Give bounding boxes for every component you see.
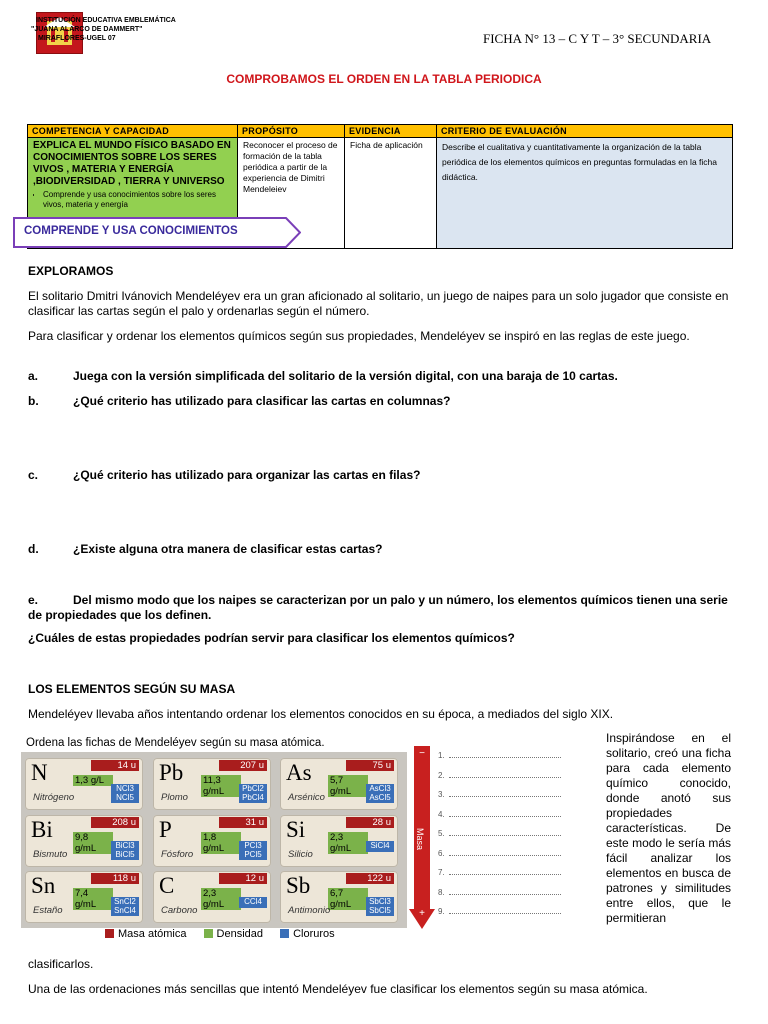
- element-symbol: C: [159, 873, 175, 898]
- element-symbol: As: [286, 760, 312, 785]
- institution-line-3: MIRAFLORES-UGEL 07: [38, 35, 116, 42]
- element-mass: 75 u: [346, 760, 394, 771]
- element-mass: 207 u: [219, 760, 267, 771]
- paragraph-inspiration: Para clasificar y ordenar los elementos químicos según sus propiedades, Mendeléyev se inspiró en las reglas de este juego.: [28, 329, 690, 343]
- element-density: 9,8 g/mL: [73, 832, 113, 854]
- legend-densidad-swatch: [204, 929, 213, 938]
- element-name: Bismuto: [33, 849, 68, 860]
- element-mass: 208 u: [91, 817, 139, 828]
- element-chlorides: BiCl3 BiCl5: [111, 841, 139, 860]
- element-mass: 14 u: [91, 760, 139, 771]
- cards-legend: [105, 928, 349, 940]
- answer-line[interactable]: 3.: [438, 790, 561, 799]
- element-chlorides: SiCl4: [366, 841, 394, 852]
- element-mass: 31 u: [219, 817, 267, 828]
- element-mass: 12 u: [219, 873, 267, 884]
- element-symbol: Sn: [31, 873, 56, 898]
- element-name: Nitrógeno: [33, 792, 75, 803]
- legend-cloruros-swatch: [280, 929, 289, 938]
- answer-line[interactable]: 1.: [438, 751, 561, 760]
- element-symbol: Pb: [159, 760, 184, 785]
- answer-line[interactable]: 9.: [438, 907, 561, 916]
- answer-line[interactable]: 2.: [438, 771, 561, 780]
- header-proposito: PROPÓSITO: [238, 125, 345, 138]
- paragraph-intro: El solitario Dmitri Ivánovich Mendeléyev era un gran aficionado al solitario, un juego de naipes para un solo jugador que consiste en clasificar las cartas según el palo y ordenarlas según el número.: [28, 289, 729, 318]
- legend-densidad: Densidad: [204, 928, 263, 940]
- element-density: 5,7 g/mL: [328, 775, 368, 797]
- question-e: e. Del mismo modo que los naipes se caracterizan por un palo y un número, los elementos químicos tienen una serie de propiedades que los definen.: [28, 593, 728, 622]
- element-density: 1,8 g/mL: [201, 832, 241, 854]
- question-d: d. ¿Existe alguna otra manera de clasificar estas cartas?: [28, 542, 383, 556]
- element-chlorides: PCl3 PCl5: [239, 841, 267, 860]
- legend-cloruros: Cloruros: [280, 928, 335, 940]
- element-density: 1,3 g/L: [73, 775, 113, 786]
- element-name: Silicio: [288, 849, 313, 860]
- answer-line[interactable]: 5.: [438, 829, 561, 838]
- element-chlorides: CCl4: [239, 897, 267, 908]
- answer-line[interactable]: 4.: [438, 810, 561, 819]
- element-name: Fósforo: [161, 849, 194, 860]
- cell-criterio: Describe el cualitativa y cuantitativamente la organización de la tabla periódica de los elementos químicos en preguntas formuladas en la ficha didáctica.: [437, 138, 733, 249]
- institution-line-1: INSTITUCIÓN EDUCATIVA EMBLEMÁTICA: [36, 17, 176, 24]
- cards-caption: Ordena las fichas de Mendeléyev según su masa atómica.: [26, 737, 325, 749]
- arrow-plus: +: [419, 908, 425, 919]
- element-card[interactable]: [280, 815, 398, 867]
- paragraph-continuation: clasificarlos.: [28, 957, 94, 971]
- element-density: 2,3 g/mL: [328, 832, 368, 854]
- answer-line[interactable]: 7.: [438, 868, 561, 877]
- ficha-number: FICHA N° 13 – C Y T – 3° SECUNDARIA: [483, 31, 712, 46]
- legend-masa: Masa atómica: [105, 928, 186, 940]
- header-evidencia: EVIDENCIA: [345, 125, 437, 138]
- element-chlorides: SnCl2 SnCl4: [111, 897, 139, 916]
- answer-line[interactable]: 8.: [438, 888, 561, 897]
- element-name: Estaño: [33, 905, 63, 916]
- element-name: Plomo: [161, 792, 188, 803]
- element-symbol: P: [159, 817, 172, 842]
- element-density: 7,4 g/mL: [73, 888, 113, 910]
- paragraph-masa: Mendeléyev llevaba años intentando ordenar los elementos conocidos en su época, a mediados del siglo XIX.: [28, 707, 614, 721]
- element-mass: 118 u: [91, 873, 139, 884]
- element-card[interactable]: [280, 871, 398, 923]
- element-chlorides: AsCl3 AsCl5: [366, 784, 394, 803]
- section-heading-masa: LOS ELEMENTOS SEGÚN SU MASA: [28, 682, 236, 696]
- element-density: 6,7 g/mL: [328, 888, 368, 910]
- element-symbol: Bi: [31, 817, 53, 842]
- element-chlorides: SbCl3 SbCl5: [366, 897, 394, 916]
- question-b: b. ¿Qué criterio has utilizado para clasificar las cartas en columnas?: [28, 394, 451, 408]
- element-chlorides: PbCl2 PbCl4: [239, 784, 267, 803]
- question-f: ¿Cuáles de estas propiedades podrían servir para clasificar los elementos químicos?: [28, 631, 515, 645]
- element-mass: 28 u: [346, 817, 394, 828]
- element-name: Antimonio: [288, 905, 331, 916]
- competencia-text: EXPLICA EL MUNDO FÍSICO BASADO EN CONOCIMIENTOS SOBRE LOS SERES VIVOS , MATERIA Y ENERGÍA ,BIODIVERSIDAD , TIERRA Y UNIVERSO: [33, 140, 231, 187]
- element-name: Arsénico: [288, 792, 325, 803]
- section-heading-exploramos: EXPLORAMOS: [28, 264, 114, 278]
- element-card[interactable]: [25, 871, 143, 923]
- element-name: Carbono: [161, 905, 198, 916]
- side-paragraph: Inspirándose en el solitario, creó una ficha para cada elemento químico conocido, donde anotó sus propiedades características. De este modo le sería más fácil analizar los elementos en busca de patrones y similitudes entre ellos, que le permitieran: [606, 731, 731, 925]
- paragraph-last: Una de las ordenaciones más sencillas que intentó Mendeléyev fue clasificar los elementos según su masa atómica.: [28, 982, 648, 996]
- competencia-bullet: • Comprende y usa conocimientos sobre los seres vivos, materia y energía: [43, 190, 232, 210]
- element-card[interactable]: [280, 758, 398, 810]
- element-symbol: Sb: [286, 873, 311, 898]
- element-symbol: Si: [286, 817, 306, 842]
- legend-masa-swatch: [105, 929, 114, 938]
- element-density: 11,3 g/mL: [201, 775, 241, 797]
- cell-evidencia: Ficha de aplicación: [345, 138, 437, 249]
- element-card[interactable]: [153, 815, 271, 867]
- answer-line[interactable]: 6.: [438, 849, 561, 858]
- element-card[interactable]: [25, 815, 143, 867]
- header-criterio: CRITERIO DE EVALUACIÓN: [437, 125, 733, 138]
- element-card[interactable]: [153, 758, 271, 810]
- mass-arrow: [409, 746, 435, 929]
- institution-line-2: "JUANA ALARCO DE DAMMERT": [31, 26, 143, 33]
- question-c: c. ¿Qué criterio has utilizado para organizar las cartas en filas?: [28, 468, 421, 482]
- element-symbol: N: [31, 760, 48, 785]
- element-card[interactable]: [153, 871, 271, 923]
- competency-badge-label: COMPRENDE Y USA CONOCIMIENTOS: [24, 225, 238, 237]
- element-cards-panel: [21, 752, 407, 940]
- question-a: a. Juega con la versión simplificada del solitario de la versión digital, con una baraja de 10 cartas.: [28, 369, 618, 383]
- arrow-label: Masa: [415, 827, 425, 851]
- header-competencia: COMPETENCIA Y CAPACIDAD: [28, 125, 238, 138]
- page-title: COMPROBAMOS EL ORDEN EN LA TABLA PERIODICA: [226, 72, 542, 86]
- element-card[interactable]: [25, 758, 143, 810]
- cell-proposito: Reconocer el proceso de formación de la tabla periódica a partir de la experiencia de Dimitri Mendeleiev: [238, 138, 345, 249]
- arrow-minus: −: [419, 748, 425, 759]
- element-chlorides: NCl3 NCl5: [111, 784, 139, 803]
- element-mass: 122 u: [346, 873, 394, 884]
- element-density: 2,3 g/mL: [201, 888, 241, 910]
